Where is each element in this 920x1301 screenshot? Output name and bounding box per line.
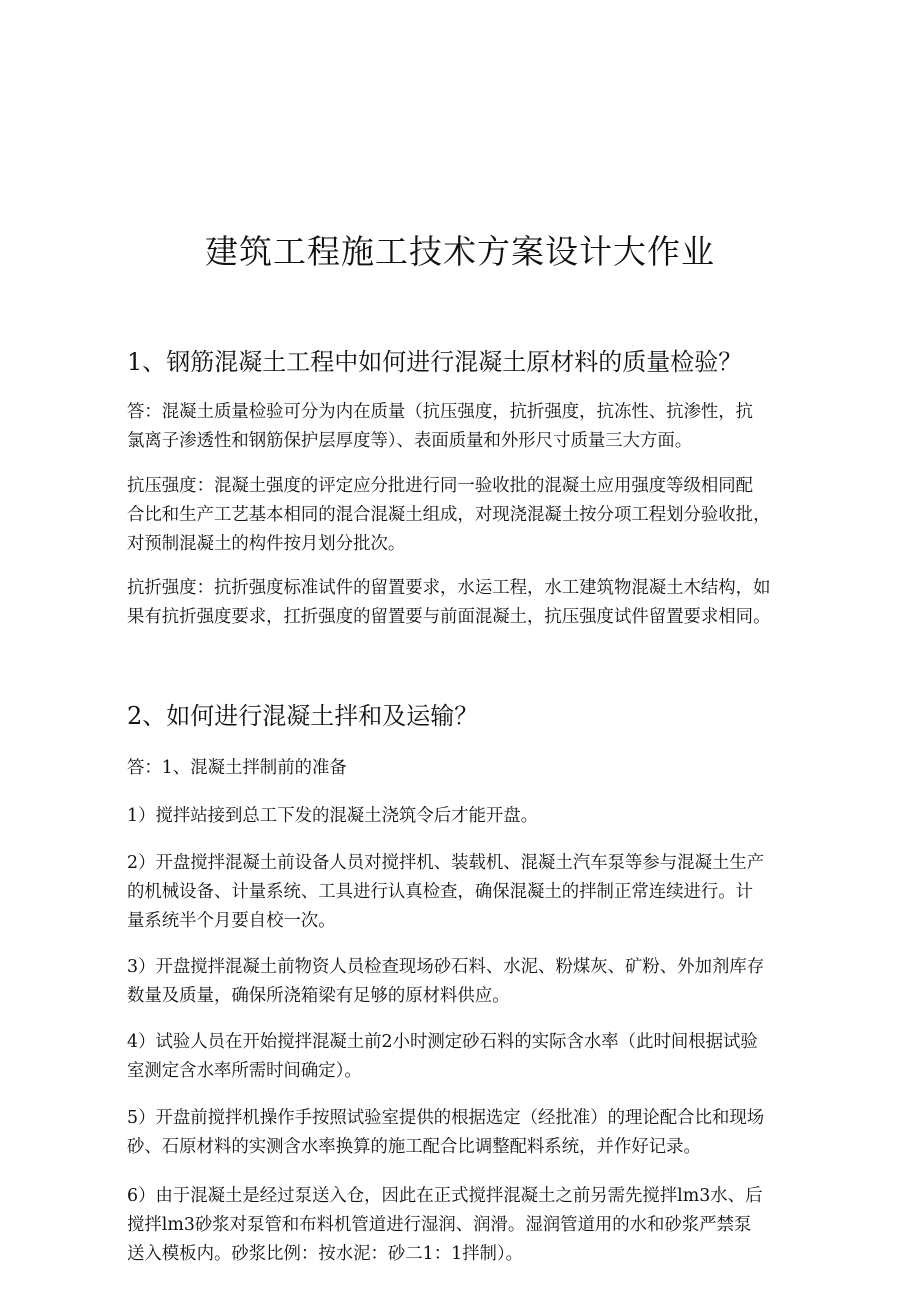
paragraph-line: 室测定含水率所需时间确定）。 bbox=[127, 1061, 362, 1081]
section-2-paragraph-4 bbox=[127, 953, 807, 1011]
paragraph-line: 对预制混凝土的构件按月划分批次。 bbox=[127, 534, 406, 554]
paragraph-line: 的机械设备、计量系统、工具进行认真检查，确保混凝土的拌制正常连续进行。计 bbox=[127, 882, 754, 902]
paragraph-line: 答：混凝土质量检验可分为内在质量（抗压强度，抗折强度，抗冻性、抗渗性，抗 bbox=[127, 402, 754, 422]
paragraph-line: 5）开盘前搅拌机操作手按照试验室提供的根据选定（经批准）的理论配合比和现场 bbox=[127, 1108, 765, 1128]
paragraph-line: 量系统半个月要自校一次。 bbox=[127, 911, 336, 931]
section-1-paragraph-1 bbox=[127, 398, 807, 456]
section-2-paragraph-7 bbox=[127, 1182, 807, 1269]
paragraph-line: 答：1、混凝土拌制前的准备 bbox=[127, 758, 347, 778]
section-2-paragraph-2 bbox=[127, 802, 807, 831]
section-2-paragraph-1 bbox=[127, 754, 807, 783]
paragraph-line: 砂、石原材料的实测含水率换算的施工配合比调整配料系统，并作好记录。 bbox=[127, 1137, 701, 1157]
paragraph-line: 3）开盘搅拌混凝土前物资人员检查现场砂石料、水泥、粉煤灰、矿粉、外加剂库存 bbox=[127, 957, 765, 977]
section-2-paragraph-5 bbox=[127, 1028, 807, 1086]
paragraph-line: 数量及质量，确保所浇箱梁有足够的原材料供应。 bbox=[127, 986, 510, 1006]
paragraph-line: 6）由于混凝土是经过泵送入仓，因此在正式搅拌混凝土之前另需先搅拌lm3水、后 bbox=[127, 1186, 763, 1206]
paragraph-line: 送入模板内。砂浆比例：按水泥：砂二1：1拌制）。 bbox=[127, 1244, 524, 1264]
section-2-paragraph-6 bbox=[127, 1104, 807, 1162]
section-1-paragraph-2 bbox=[127, 472, 807, 559]
section-1-paragraph-3 bbox=[127, 574, 807, 632]
paragraph-line: 果有抗折强度要求，扛折强度的留置要与前面混凝土，抗压强度试件留置要求相同。 bbox=[127, 607, 771, 627]
paragraph-line: 1）搅拌站接到总工下发的混凝土浇筑令后才能开盘。 bbox=[127, 806, 539, 826]
paragraph-line: 4）试验人员在开始搅拌混凝土前2小时测定砂石料的实际含水率（此时间根据试验 bbox=[127, 1032, 758, 1052]
paragraph-line: 2）开盘搅拌混凝土前设备人员对搅拌机、装载机、混凝土汽车泵等参与混凝土生产 bbox=[127, 853, 765, 873]
paragraph-line: 抗折强度：抗折强度标准试件的留置要求，水运工程，水工建筑物混凝土木结构，如 bbox=[127, 578, 771, 598]
paragraph-line: 抗压强度：混凝土强度的评定应分批进行同一验收批的混凝土应用强度等级相同配 bbox=[127, 476, 754, 496]
paragraph-line: 合比和生产工艺基本相同的混合混凝土组成，对现浇混凝土按分项工程划分验收批， bbox=[127, 505, 771, 525]
section-2-heading: 2、如何进行混凝土拌和及运输？ bbox=[127, 702, 479, 730]
paragraph-line: 搅拌lm3砂浆对泵管和布料机管道进行湿润、润滑。湿润管道用的水和砂浆严禁泵 bbox=[127, 1215, 752, 1235]
section-2-paragraph-3 bbox=[127, 849, 807, 936]
paragraph-line: 氯离子渗透性和钢筋保护层厚度等）、表面质量和外形尺寸质量三大方面。 bbox=[127, 431, 693, 451]
section-1-heading: 1、钢筋混凝土工程中如何进行混凝土原材料的质量检验？ bbox=[127, 348, 743, 376]
document-title: 建筑工程施工技术方案设计大作业 bbox=[205, 232, 715, 271]
